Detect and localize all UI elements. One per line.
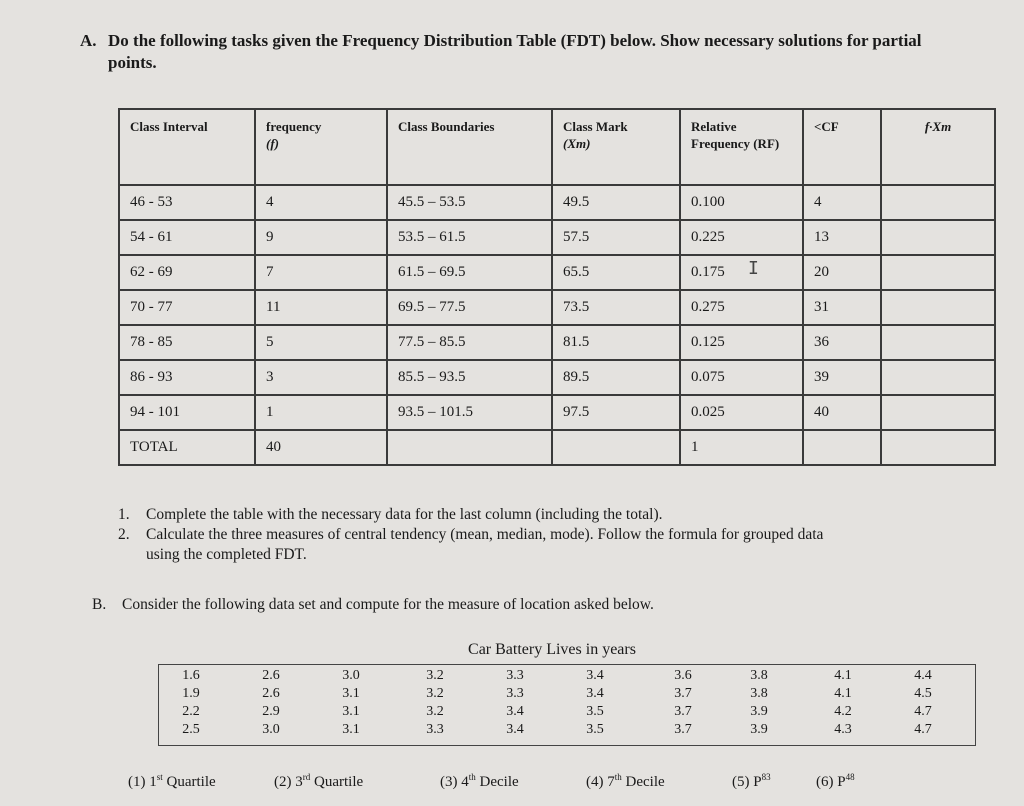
cell-less-than-cf: 4 <box>803 185 881 220</box>
cell-frequency: 11 <box>255 290 387 325</box>
battery-data-table <box>158 664 976 746</box>
cell-class-interval: 54 - 61 <box>119 220 255 255</box>
table-row <box>119 430 995 465</box>
cell-frequency: 4 <box>255 185 387 220</box>
task-item-1: 1. Complete the table with the necessary data for the last column (including the total). <box>118 506 663 523</box>
location-measure-item: (4) 7th Decile <box>586 772 665 790</box>
header-class-boundaries: Class Boundaries <box>387 109 552 185</box>
cell-f-times-xm[interactable] <box>881 430 995 465</box>
cell-relative-frequency: 0.275 <box>680 290 803 325</box>
cell-class-interval: 62 - 69 <box>119 255 255 290</box>
battery-value: 2.9 <box>262 704 280 719</box>
cell-class-interval: 78 - 85 <box>119 325 255 360</box>
section-a-line2: points. <box>108 53 157 72</box>
cell-f-times-xm[interactable] <box>881 395 995 430</box>
cell-f-times-xm[interactable] <box>881 360 995 395</box>
cell-relative-frequency: 0.075 <box>680 360 803 395</box>
cell-class-interval: 94 - 101 <box>119 395 255 430</box>
battery-value: 3.1 <box>342 704 360 719</box>
section-a-line1: Do the following tasks given the Frequency Distribution Table (FDT) below. Show necessary solutions for partial <box>108 31 922 50</box>
cell-relative-frequency: 0.025 <box>680 395 803 430</box>
battery-column <box>251 667 291 739</box>
table-row <box>119 185 995 220</box>
cell-less-than-cf: 13 <box>803 220 881 255</box>
cell-f-times-xm[interactable] <box>881 255 995 290</box>
cell-relative-frequency: 1 <box>680 430 803 465</box>
battery-value: 3.8 <box>750 668 768 683</box>
battery-value: 3.4 <box>506 704 524 719</box>
cell-class-mark: 57.5 <box>552 220 680 255</box>
battery-value: 3.8 <box>750 686 768 701</box>
table-row <box>119 395 995 430</box>
cell-class-mark: 89.5 <box>552 360 680 395</box>
task-item-2: 2. Calculate the three measures of central tendency (mean, median, mode). Follow the formula for grouped data using the completed FDT. <box>118 526 824 563</box>
cell-frequency: 1 <box>255 395 387 430</box>
battery-value: 4.5 <box>914 686 932 701</box>
battery-column <box>575 667 615 739</box>
location-measure-item: (6) $P^{48}$ <box>816 772 855 790</box>
cell-class-boundaries: 61.5 – 69.5 <box>387 255 552 290</box>
header-class-mark: Class Mark (Xm) <box>552 109 680 185</box>
battery-value: 4.7 <box>914 722 932 737</box>
battery-value: 4.3 <box>834 722 852 737</box>
section-a-heading <box>80 30 1000 74</box>
battery-value: 3.7 <box>674 704 692 719</box>
battery-value: 3.7 <box>674 722 692 737</box>
battery-value: 3.7 <box>674 686 692 701</box>
cell-class-boundaries: 69.5 – 77.5 <box>387 290 552 325</box>
cell-relative-frequency: 0.100 <box>680 185 803 220</box>
cell-frequency: 3 <box>255 360 387 395</box>
table-row <box>119 220 995 255</box>
location-measure-item: (1) 1st Quartile <box>128 772 216 790</box>
battery-value: 3.1 <box>342 722 360 737</box>
cell-frequency: 40 <box>255 430 387 465</box>
table-row <box>119 290 995 325</box>
battery-value: 3.2 <box>426 704 444 719</box>
cell-f-times-xm[interactable] <box>881 290 995 325</box>
cell-relative-frequency: 0.125 <box>680 325 803 360</box>
cell-less-than-cf <box>803 430 881 465</box>
table-row <box>119 255 995 290</box>
battery-value: 3.0 <box>262 722 280 737</box>
location-measures-list <box>128 772 988 796</box>
cell-f-times-xm[interactable] <box>881 325 995 360</box>
battery-column <box>903 667 943 739</box>
battery-value: 3.4 <box>506 722 524 737</box>
cell-relative-frequency: 0.175 <box>680 255 803 290</box>
cell-relative-frequency: 0.225 <box>680 220 803 255</box>
cell-frequency: 5 <box>255 325 387 360</box>
cell-class-boundaries: 53.5 – 61.5 <box>387 220 552 255</box>
cell-f-times-xm[interactable] <box>881 185 995 220</box>
cell-class-mark: 65.5 <box>552 255 680 290</box>
cell-class-mark: 49.5 <box>552 185 680 220</box>
battery-value: 4.1 <box>834 668 852 683</box>
battery-value: 3.3 <box>506 668 524 683</box>
cell-class-mark <box>552 430 680 465</box>
battery-column <box>739 667 779 739</box>
header-class-interval: Class Interval <box>119 109 255 185</box>
battery-value: 3.3 <box>506 686 524 701</box>
text-cursor-icon: I <box>748 258 759 279</box>
battery-value: 3.4 <box>586 686 604 701</box>
battery-column <box>415 667 455 739</box>
battery-value: 4.1 <box>834 686 852 701</box>
battery-value: 3.6 <box>674 668 692 683</box>
header-frequency: frequency (f) <box>255 109 387 185</box>
cell-class-interval: 46 - 53 <box>119 185 255 220</box>
cell-f-times-xm[interactable] <box>881 220 995 255</box>
battery-value: 4.4 <box>914 668 932 683</box>
cell-less-than-cf: 36 <box>803 325 881 360</box>
cell-less-than-cf: 31 <box>803 290 881 325</box>
battery-value: 3.5 <box>586 704 604 719</box>
battery-value: 1.9 <box>182 686 200 701</box>
battery-value: 3.9 <box>750 704 768 719</box>
battery-value: 1.6 <box>182 668 200 683</box>
cell-less-than-cf: 39 <box>803 360 881 395</box>
cell-less-than-cf: 20 <box>803 255 881 290</box>
header-relative-frequency: Relative Frequency (RF) <box>680 109 803 185</box>
cell-class-interval: 86 - 93 <box>119 360 255 395</box>
location-measure-item: (2) 3rd Quartile <box>274 772 364 790</box>
battery-value: 3.2 <box>426 668 444 683</box>
header-less-than-cf: <CF <box>803 109 881 185</box>
section-a-letter: A. <box>80 31 97 50</box>
cell-class-mark: 81.5 <box>552 325 680 360</box>
battery-value: 3.0 <box>342 668 360 683</box>
location-measure-item: (3) 4th Decile <box>440 772 519 790</box>
battery-value: 3.3 <box>426 722 444 737</box>
battery-value: 2.6 <box>262 668 280 683</box>
task-list <box>118 505 978 565</box>
battery-value: 3.9 <box>750 722 768 737</box>
cell-class-boundaries: 45.5 – 53.5 <box>387 185 552 220</box>
cell-class-boundaries: 85.5 – 93.5 <box>387 360 552 395</box>
cell-frequency: 9 <box>255 220 387 255</box>
battery-value: 2.2 <box>182 704 200 719</box>
cell-class-boundaries: 93.5 – 101.5 <box>387 395 552 430</box>
battery-column <box>663 667 703 739</box>
cell-class-boundaries: 77.5 – 85.5 <box>387 325 552 360</box>
section-b-heading: B. Consider the following data set and compute for the measure of location asked below. <box>92 596 654 613</box>
battery-value: 3.1 <box>342 686 360 701</box>
battery-value: 2.6 <box>262 686 280 701</box>
cell-less-than-cf: 40 <box>803 395 881 430</box>
battery-value: 2.5 <box>182 722 200 737</box>
battery-value: 4.7 <box>914 704 932 719</box>
location-measure-item: (5) $P^{83}$ <box>732 772 771 790</box>
cell-class-interval: TOTAL <box>119 430 255 465</box>
cell-frequency: 7 <box>255 255 387 290</box>
battery-value: 3.2 <box>426 686 444 701</box>
header-f-times-xm: f·Xm <box>881 109 995 185</box>
battery-value: 4.2 <box>834 704 852 719</box>
battery-table-title: Car Battery Lives in years <box>468 641 636 658</box>
cell-class-mark: 73.5 <box>552 290 680 325</box>
battery-value: 3.5 <box>586 722 604 737</box>
battery-column <box>331 667 371 739</box>
table-header-row <box>119 109 995 185</box>
cell-class-boundaries <box>387 430 552 465</box>
battery-column <box>171 667 211 739</box>
table-row <box>119 360 995 395</box>
frequency-distribution-table <box>118 108 996 466</box>
table-row <box>119 325 995 360</box>
cell-class-mark: 97.5 <box>552 395 680 430</box>
battery-column <box>495 667 535 739</box>
battery-value: 3.4 <box>586 668 604 683</box>
battery-column <box>823 667 863 739</box>
cell-class-interval: 70 - 77 <box>119 290 255 325</box>
